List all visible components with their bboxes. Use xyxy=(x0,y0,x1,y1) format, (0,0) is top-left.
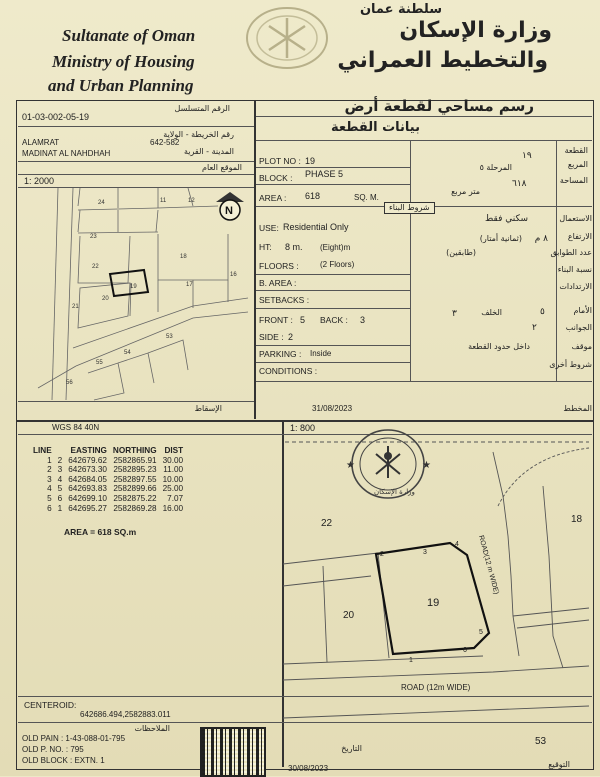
table-row: 6 1 642695.27 2582869.28 16.00 xyxy=(47,503,184,513)
floors-label-ar: عدد الطوابق xyxy=(550,248,592,257)
doc-title-ar: رسم مساحي لقطعة أرض xyxy=(344,97,534,115)
org-name-ar-3: والتخطيط العمراني xyxy=(337,48,548,73)
height-value-ar: ٨ م xyxy=(534,234,548,244)
conditions-label-ar: شروط أخرى xyxy=(549,360,592,369)
loc-plot-24: 24 xyxy=(98,200,105,206)
svg-text:★: ★ xyxy=(422,460,431,471)
table-row: 5 6 642699.10 2582875.22 7.07 xyxy=(47,493,184,503)
north-arrow-icon xyxy=(216,192,244,220)
serial-label-ar: الرقم المتسلسل xyxy=(174,104,230,113)
town: MADINAT AL NAHDHAH xyxy=(22,149,111,158)
built-area-label: B. AREA : xyxy=(259,278,297,288)
svg-text:N: N xyxy=(225,205,233,217)
loc-plot-19: 19 xyxy=(130,284,137,290)
area-ar-value: ٦١٨ xyxy=(512,178,527,188)
side-value: 2 xyxy=(288,332,294,342)
issue-date: 31/08/2023 xyxy=(312,404,353,413)
col-northing: NORTHING xyxy=(112,446,157,455)
point-5: 5 xyxy=(479,629,483,636)
front-value: 5 xyxy=(300,315,306,325)
plot-plan xyxy=(283,436,591,747)
table-row: 2 3 642673.30 2582895.23 11.00 xyxy=(47,465,184,475)
wilayat: ALAMRAT xyxy=(22,138,60,147)
table-row: 1 2 642679.62 2582865.91 30.00 xyxy=(47,455,184,465)
loc-plot-53: 53 xyxy=(166,334,173,340)
block-label: BLOCK : xyxy=(259,173,293,183)
setbacks-label: SETBACKS : xyxy=(259,295,310,305)
height-label: HT: xyxy=(259,242,272,252)
survey-area: AREA = 618 SQ.m xyxy=(64,527,137,537)
stamp-text: وزارة الإسكان xyxy=(374,488,415,496)
height-value: 8 m. xyxy=(285,242,303,252)
centroid-value: 642686.494,2582883.011 xyxy=(80,710,171,719)
footer-date: 30/08/2023 xyxy=(288,764,329,773)
loc-plot-16: 16 xyxy=(230,272,237,278)
map-label-ar: رقم الخريطة - الولاية xyxy=(163,130,234,139)
neighbor-18: 18 xyxy=(571,514,583,525)
loc-plot-21: 21 xyxy=(72,304,79,310)
loc-plot-56: 56 xyxy=(66,380,73,386)
setbacks-label-ar: الارتدادات xyxy=(559,282,592,291)
front-label: FRONT : xyxy=(259,315,293,325)
town-label-ar: المدينة - القرية xyxy=(183,147,234,156)
col-dist: DIST xyxy=(164,446,184,455)
old-pain: OLD PAIN : 1-43-088-01-795 xyxy=(22,734,126,743)
area: 618 xyxy=(305,191,321,201)
loc-plot-55: 55 xyxy=(96,360,103,366)
org-name-en-3: and Urban Planning xyxy=(48,76,194,95)
neighbor-20: 20 xyxy=(343,610,355,621)
loc-plot-20: 20 xyxy=(102,296,109,302)
point-3: 3 xyxy=(423,549,427,556)
parking-value: Inside xyxy=(310,349,332,358)
plot-no-ar-value: ١٩ xyxy=(522,150,532,160)
plot-no-label: PLOT NO : xyxy=(259,156,301,166)
plan-scale: 1: 800 xyxy=(290,423,316,433)
col-line: LINE xyxy=(33,446,52,455)
org-name-ar-1: سلطنة عمان xyxy=(359,2,442,17)
table-row: 4 5 642693.83 2582899.66 25.00 xyxy=(47,484,184,494)
qr-code[interactable] xyxy=(200,727,266,777)
use-value: Residential Only xyxy=(283,222,349,232)
conditions-label: CONDITIONS : xyxy=(259,366,318,376)
old-plot-no: OLD P. NO. : 795 xyxy=(22,745,84,754)
serial-number: 01-03-002-05-19 xyxy=(22,112,90,122)
floors-label: FLOORS : xyxy=(259,261,299,271)
svg-text:★: ★ xyxy=(346,460,355,471)
loc-plot-12: 12 xyxy=(188,198,195,204)
signature-label-ar: التوقيع xyxy=(548,760,570,769)
height-label-ar: الارتفاع xyxy=(567,232,592,241)
notes-label-ar: المخطط xyxy=(563,404,592,413)
floors-value-ar: (طابقين) xyxy=(446,248,476,257)
area-label: AREA : xyxy=(259,193,287,203)
plot-no-label-ar: القطعة xyxy=(564,146,588,155)
point-6: 6 xyxy=(463,647,467,654)
table-header xyxy=(30,446,186,456)
datum: WGS 84 40N xyxy=(52,423,100,432)
back-value: 3 xyxy=(360,315,366,325)
map-number: 642-582 xyxy=(150,138,180,147)
old-block: OLD BLOCK : EXTN. 1 xyxy=(22,756,105,765)
loc-plot-17: 17 xyxy=(186,282,193,288)
point-1: 1 xyxy=(409,657,413,664)
col-to xyxy=(55,446,66,456)
conditions-heading-ar: شروط البناء xyxy=(384,202,435,214)
coordinate-table xyxy=(30,446,186,513)
front-value-ar: ٥ xyxy=(540,306,545,316)
plan-plot-19: 19 xyxy=(427,597,440,609)
col-easting: EASTING xyxy=(70,446,107,455)
emblem-watermark xyxy=(244,6,330,70)
loc-plot-11: 11 xyxy=(160,198,167,204)
back-label-ar: الخلف xyxy=(481,308,502,317)
location-map xyxy=(18,188,254,400)
side-label: SIDE : xyxy=(259,332,284,342)
side-value-ar: ٢ xyxy=(532,322,537,332)
org-name-en-1: Sultanate of Oman xyxy=(62,26,196,45)
parking-value-ar: داخل حدود القطعة xyxy=(468,342,530,351)
height-words: (Eight)m xyxy=(320,243,351,252)
neighbor-53: 53 xyxy=(535,736,547,747)
area-unit: SQ. M. xyxy=(354,193,379,202)
point-4: 4 xyxy=(455,541,459,548)
front-label-ar: الأمام xyxy=(573,306,592,315)
loc-plot-23: 23 xyxy=(90,234,97,240)
block-label-ar: المربع xyxy=(567,160,588,169)
parking-label: PARKING : xyxy=(259,349,302,359)
parking-label-ar: موقف xyxy=(571,342,592,351)
back-value-ar: ٣ xyxy=(452,308,457,318)
plot-no: 19 xyxy=(305,156,316,166)
floors-value: (2 Floors) xyxy=(320,260,355,269)
area-unit-ar: متر مربع xyxy=(451,187,480,196)
general-location-ar: الموقع العام xyxy=(202,163,242,172)
height-words-ar: (ثمانية أمتار) xyxy=(479,234,522,243)
projection-label-ar: الإسقاط xyxy=(194,404,222,413)
loc-plot-18: 18 xyxy=(180,254,187,260)
loc-plot-54: 54 xyxy=(124,350,131,356)
neighbor-22: 22 xyxy=(321,518,333,529)
point-2: 2 xyxy=(380,551,384,558)
side-label-ar: الجوانب xyxy=(565,323,592,332)
road-bottom-label: ROAD (12m WIDE) xyxy=(401,683,471,692)
use-label: USE: xyxy=(259,223,279,233)
block: PHASE 5 xyxy=(305,169,344,179)
centroid-label: CENTEROID: xyxy=(24,700,77,710)
org-name-ar-2: وزارة الإسكان xyxy=(399,18,552,43)
area-label-ar: المساحة xyxy=(559,176,588,185)
plot-data-ar: بيانات القطعة xyxy=(330,120,420,135)
loc-plot-22: 22 xyxy=(92,264,99,270)
road-right-label: ROAD(12 m WIDE) xyxy=(477,534,500,596)
built-area-label-ar: نسبة البناء xyxy=(557,265,592,274)
notes-label-ar: الملاحظات xyxy=(134,724,170,733)
org-name-en-2: Ministry of Housing xyxy=(52,52,195,71)
date-label-ar: التاريخ xyxy=(341,744,362,753)
back-label: BACK : xyxy=(320,315,348,325)
use-label-ar: الاستعمال xyxy=(559,214,592,223)
location-scale: 1: 2000 xyxy=(24,176,55,186)
use-value-ar: سكني فقط xyxy=(485,214,528,224)
table-row: 3 4 642684.05 2582897.55 10.00 xyxy=(47,474,184,484)
block-ar-value: المرحلة ٥ xyxy=(479,163,512,172)
